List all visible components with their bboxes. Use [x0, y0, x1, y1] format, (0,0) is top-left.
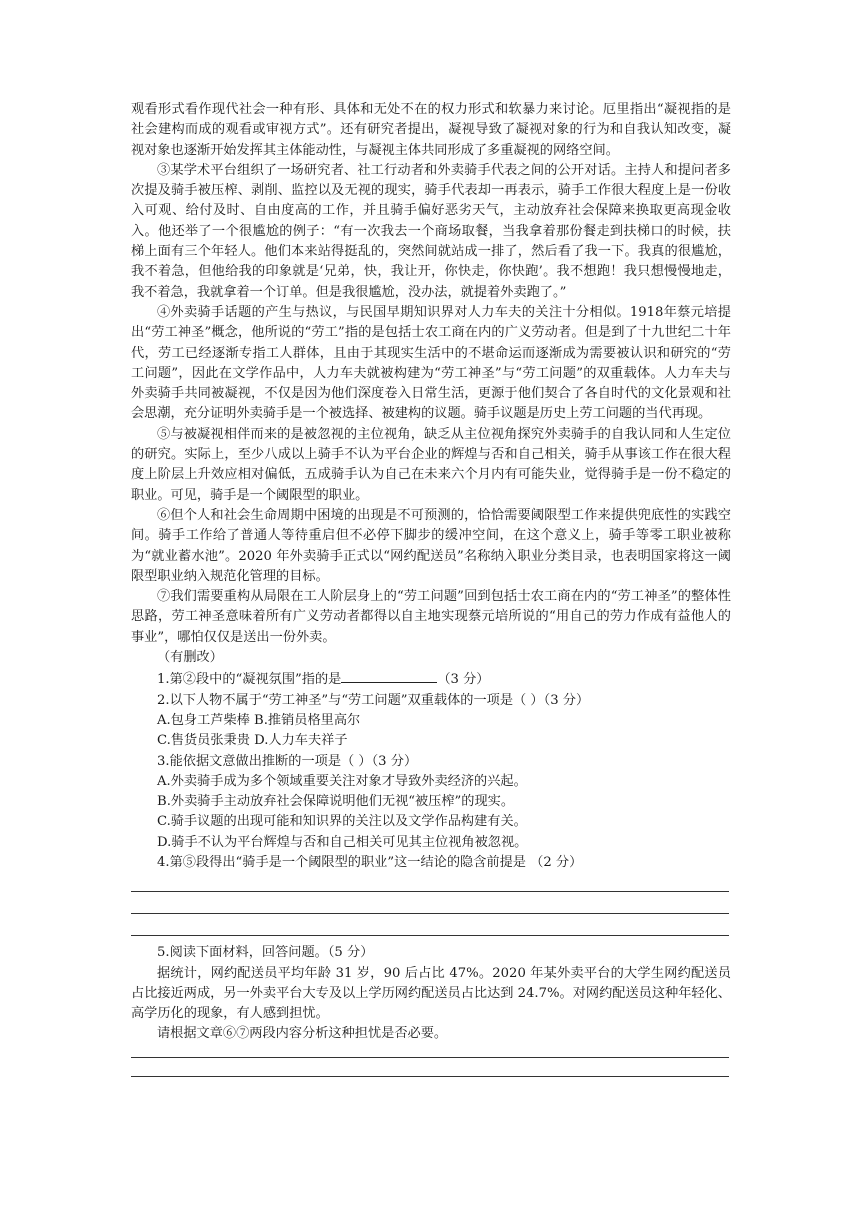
question-5-prompt: 请根据文章⑥⑦两段内容分析这种担忧是否必要。	[157, 1026, 448, 1042]
question-1-prefix: 1.第②段中的“凝视氛围”指的是	[157, 672, 342, 688]
paragraph-5: ⑤与被凝视相伴而来的是被忽视的主位视角，缺乏从主位视角探究外卖骑手的自我认同和人生定位的研究。实际上，至少八成以上骑手不认为平台企业的辉煌与否和自己相关，骑手从事该工作在很大程度上阶层上升效应相对偏低，五成骑手认为自己在未来六个月内有可能失业，觉得骑手是一份不稳定的职业。可见，骑手是一个阈限型的职业。	[131, 426, 731, 503]
question-5-material: 据统计，网约配送员平均年龄 31 岁，90 后占比 47%。2020 年某外卖平台的大学生网约配送员占比接近两成，另一外卖平台大专及以上学历网约配送员占比达到 24.7%。对网约配送员这种年轻化、高学历化的现象，有人感到担忧。	[131, 965, 731, 1022]
source-note: （有删改）	[157, 650, 223, 666]
question-1-suffix: （3 分）	[437, 672, 490, 688]
exam-page	[131, 100, 731, 1077]
question-2-option-row: C.售货员张秉贵 D.人力车夫祥子	[157, 733, 348, 749]
question-3-option: C.骑手议题的出现可能和知识界的关注以及文学作品构建有关。	[157, 814, 527, 830]
question-1	[131, 668, 731, 690]
question-3-stem: 3.能依据文意做出推断的一项是（ ）（3 分）	[157, 753, 418, 769]
question-3-option: D.骑手不认为平台辉煌与否和自己相关可见其主位视角被忽视。	[157, 834, 528, 850]
question-1-blank[interactable]	[341, 668, 437, 683]
paragraph-3: ③某学术平台组织了一场研究者、社工行动者和外卖骑手代表之间的公开对话。主持人和提问者多次提及骑手被压榨、剥削、监控以及无视的现实，骑手代表却一再表示，骑手工作很大程度上是一份收入可观、给付及时、自由度高的工作，并且骑手偏好恶劣天气，主动放弃社会保障来换取更高现金收入。他还举了一个很尴尬的例子：“有一次我去一个商场取餐，当我拿着那份餐走到扶梯口的时候，扶梯上面有三个年轻人。他们本来站得挺乱的，突然间就站成一排了，然后看了我一下。我真的很尴尬，我不着急，但他给我的印象就是‘兄弟，快，我让开，你快走，你快跑’。我不想跑！我只想慢慢地走，我不着急，我就拿着一个订单。但是我很尴尬，没办法，就提着外卖跑了。”	[131, 162, 731, 300]
question-3-option: B.外卖骑手主动放弃社会保障说明他们无视“被压榨”的现实。	[157, 794, 515, 810]
paragraph-7: ⑦我们需要重构从局限在工人阶层身上的“劳工问题”回到包括士农工商在内的“劳工神圣”的整体性思路，劳工神圣意味着所有广义劳动者都得以自主地实现蔡元培所说的“用自己的劳力作成有益他人的事业”，哪怕仅仅是送出一份外卖。	[131, 589, 731, 645]
paragraph-6: ⑥但个人和社会生命周期中困境的出现是不可预测的，恰恰需要阈限型工作来提供兜底性的实践空间。骑手工作给了普通人等待重启但不必停下脚步的缓冲空间，在这个意义上，骑手等零工职业被称为“就业蓄水池”。2020 年外卖骑手正式以“网约配送员”名称纳入职业分类目录，也表明国家将这一阈限型职业纳入规范化管理的目标。	[131, 507, 731, 584]
question-3-option: A.外卖骑手成为多个领域重要关注对象才导致外卖经济的兴起。	[157, 773, 527, 789]
question-4-stem: 4.第⑤段得出“骑手是一个阈限型的职业”这一结论的隐含前提是 （2 分）	[157, 854, 583, 870]
answer-line[interactable]	[131, 1076, 729, 1077]
paragraph-4: ④外卖骑手话题的产生与热议，与民国早期知识界对人力车夫的关注十分相似。1918年蔡元培提出“劳工神圣”概念，他所说的“劳工”指的是包括士农工商在内的广义劳动者。但是到了十九世纪二十年代，劳工已经逐渐专指工人群体，且由于其现实生活中的不堪命运而逐渐成为需要被认识和研究的“劳工问题”，因此在文学作品中，人力车夫就被构建为“劳工神圣”与“劳工问题”的双重载体。人力车夫与外卖骑手共同被凝视，不仅是因为他们深度卷入日常生活，更源于他们契合了各自时代的文化景观和社会思潮，充分证明外卖骑手是一个被选择、被建构的议题。骑手议题是历史上劳工问题的当代再现。	[131, 304, 731, 422]
intro-paragraph: 观看形式看作现代社会一种有形、具体和无处不在的权力形式和软暴力来讨论。厄里指出“凝视指的是社会建构而成的观看或审视方式”。还有研究者提出，凝视导致了凝视对象的行为和自我认知改变，凝视对象也逐渐开始发挥其主体能动性，与凝视主体共同形成了多重凝视的网络空间。	[131, 102, 731, 158]
question-5-stem: 5.阅读下面材料，回答问题。（5 分）	[157, 945, 374, 961]
question-2-stem: 2.以下人物不属于“劳工神圣”与“劳工问题”双重载体的一项是（ ）（3 分）	[157, 692, 590, 708]
question-2-option-row: A.包身工芦柴棒 B.推销员格里高尔	[157, 712, 361, 728]
